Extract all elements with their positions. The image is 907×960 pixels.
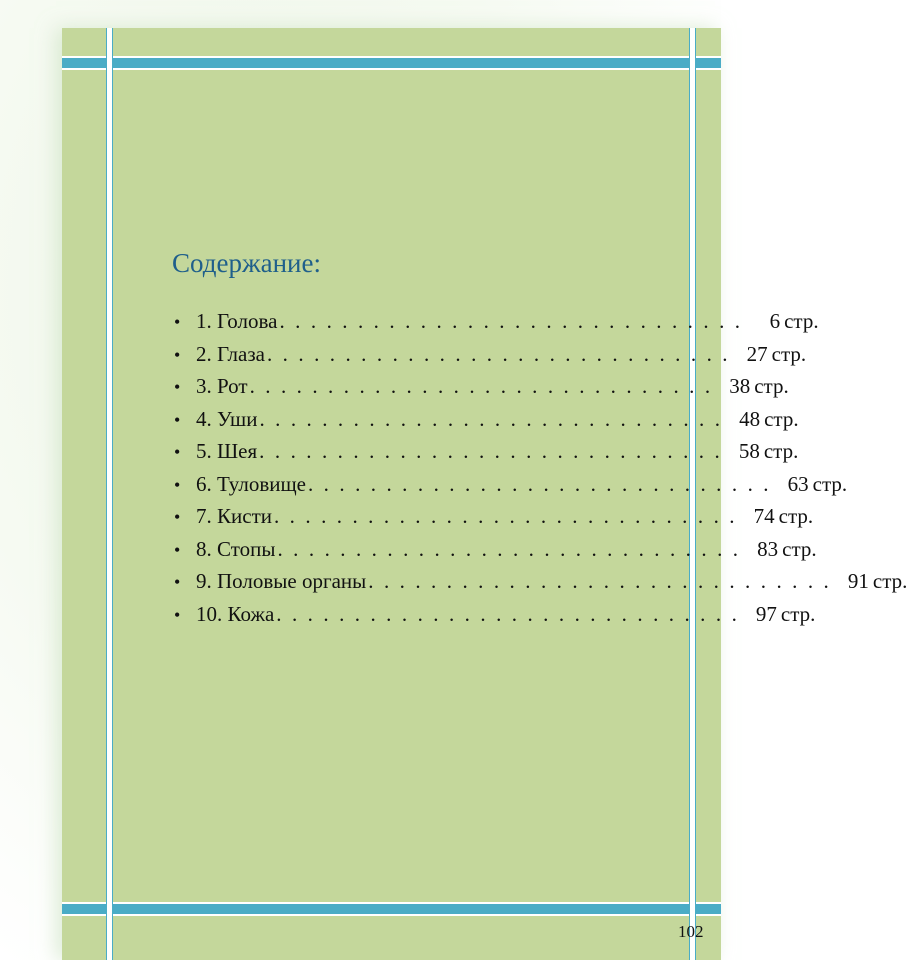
toc-entry-label: 8. Стопы: [196, 536, 276, 561]
dot-leader: . . . . . . . . . . . . . . . . . . . . . . . . . . . . . .: [307, 471, 772, 496]
toc-entry-label: 2. Глаза: [196, 341, 265, 366]
toc-entry-page-number: 58: [738, 439, 760, 463]
dot-leader: . . . . . . . . . . . . . . . . . . . . . . . . . . . . . .: [259, 439, 723, 463]
toc-title: Содержание:: [172, 248, 321, 278]
toc-entry-page-number: 74: [753, 504, 775, 528]
toc-entry-page-number: 63: [787, 471, 809, 496]
bottom-decorative-band: [62, 902, 721, 916]
bullet-icon: •: [174, 409, 181, 430]
toc-entry-page: [775, 472, 847, 497]
dot-leader: . . . . . . . . . . . . . . . . . . . . . . . . . . . . . .: [273, 504, 738, 528]
toc-entry: [174, 309, 819, 342]
bullet-icon: •: [174, 474, 181, 495]
toc-entry-page-unit: стр.: [778, 504, 814, 528]
toc-entry: [174, 406, 799, 440]
toc-entry-page: [717, 374, 789, 399]
toc-entry-page: [747, 309, 819, 334]
toc-entry-label: 7. Кисти: [196, 504, 272, 528]
bullet-icon: •: [174, 572, 181, 592]
toc-entry-label: 4. Уши: [196, 406, 258, 431]
toc-entry-page: [743, 602, 815, 627]
toc-entry-label: 1. Голова: [196, 309, 278, 333]
toc-entry-page-unit: стр.: [780, 601, 816, 626]
toc-entry: [174, 471, 848, 505]
toc-entry-label: 10. Кожа: [196, 601, 275, 626]
toc-entry-page-unit: стр.: [812, 471, 848, 496]
bullet-icon: •: [174, 312, 181, 332]
bullet-icon: •: [174, 604, 181, 625]
toc-entry: [174, 504, 814, 537]
bullet-icon: •: [174, 344, 181, 365]
toc-entry: [174, 601, 816, 635]
toc-entry-page-unit: стр.: [754, 374, 789, 398]
toc-entry-page-number: 6: [769, 309, 781, 333]
dot-leader: . . . . . . . . . . . . . . . . . . . . . . . . . . . . . .: [279, 309, 743, 333]
document-page: [62, 28, 907, 960]
bullet-icon: •: [174, 442, 181, 462]
toc-entry-page-number: 97: [755, 601, 777, 626]
dot-leader: . . . . . . . . . . . . . . . . . . . . . . . . . . . . . .: [259, 406, 723, 431]
bullet-icon: •: [174, 507, 181, 527]
dot-leader: . . . . . . . . . . . . . . . . . . . . . . . . . . . . . .: [249, 374, 713, 398]
toc-entry: [174, 374, 789, 407]
dot-leader: . . . . . . . . . . . . . . . . . . . . . . . . . . . . . .: [277, 536, 741, 561]
toc-entry-page-number: 38: [729, 374, 751, 398]
page-number: 102: [678, 922, 704, 941]
toc-entry: [174, 341, 807, 375]
toc-entry: [174, 439, 799, 472]
toc-list: [174, 309, 907, 634]
dot-leader: . . . . . . . . . . . . . . . . . . . . . . . . . . . . . .: [276, 601, 740, 626]
dot-leader: . . . . . . . . . . . . . . . . . . . . . . . . . . . . . .: [266, 341, 731, 366]
toc-entry-page: [745, 537, 817, 562]
toc-entry-page: [734, 342, 806, 367]
bullet-icon: •: [174, 539, 181, 560]
toc-entry-page-unit: стр.: [763, 439, 799, 463]
toc-entry-label: 9. Половые органы: [196, 569, 367, 593]
top-decorative-band: [62, 56, 721, 70]
toc-entry: [174, 569, 907, 602]
toc-entry-page: [727, 407, 799, 432]
toc-entry-page-number: 83: [757, 536, 779, 561]
toc-entry-page-unit: стр.: [784, 309, 819, 333]
toc-entry-page-unit: стр.: [764, 406, 799, 431]
toc-entry-label: 5. Шея: [196, 439, 258, 463]
toc-entry: [174, 536, 817, 570]
toc-entry-page-number: 48: [739, 406, 761, 431]
toc-entry-page-unit: стр.: [782, 536, 817, 561]
toc-entry-page-unit: стр.: [872, 569, 907, 593]
bullet-icon: •: [174, 377, 181, 397]
left-decorative-line: [106, 28, 113, 960]
toc-entry-page: [726, 439, 798, 464]
toc-entry-page-number: 91: [847, 569, 869, 593]
toc-entry-page: [741, 504, 813, 529]
dot-leader: . . . . . . . . . . . . . . . . . . . . . . . . . . . . . .: [368, 569, 832, 593]
toc-entry-label: 6. Туловище: [196, 471, 306, 496]
toc-entry-page-number: 27: [746, 341, 768, 366]
toc-entry-page: [835, 569, 907, 594]
toc-entry-label: 3. Рот: [196, 374, 248, 398]
toc-entry-page-unit: стр.: [771, 341, 807, 366]
